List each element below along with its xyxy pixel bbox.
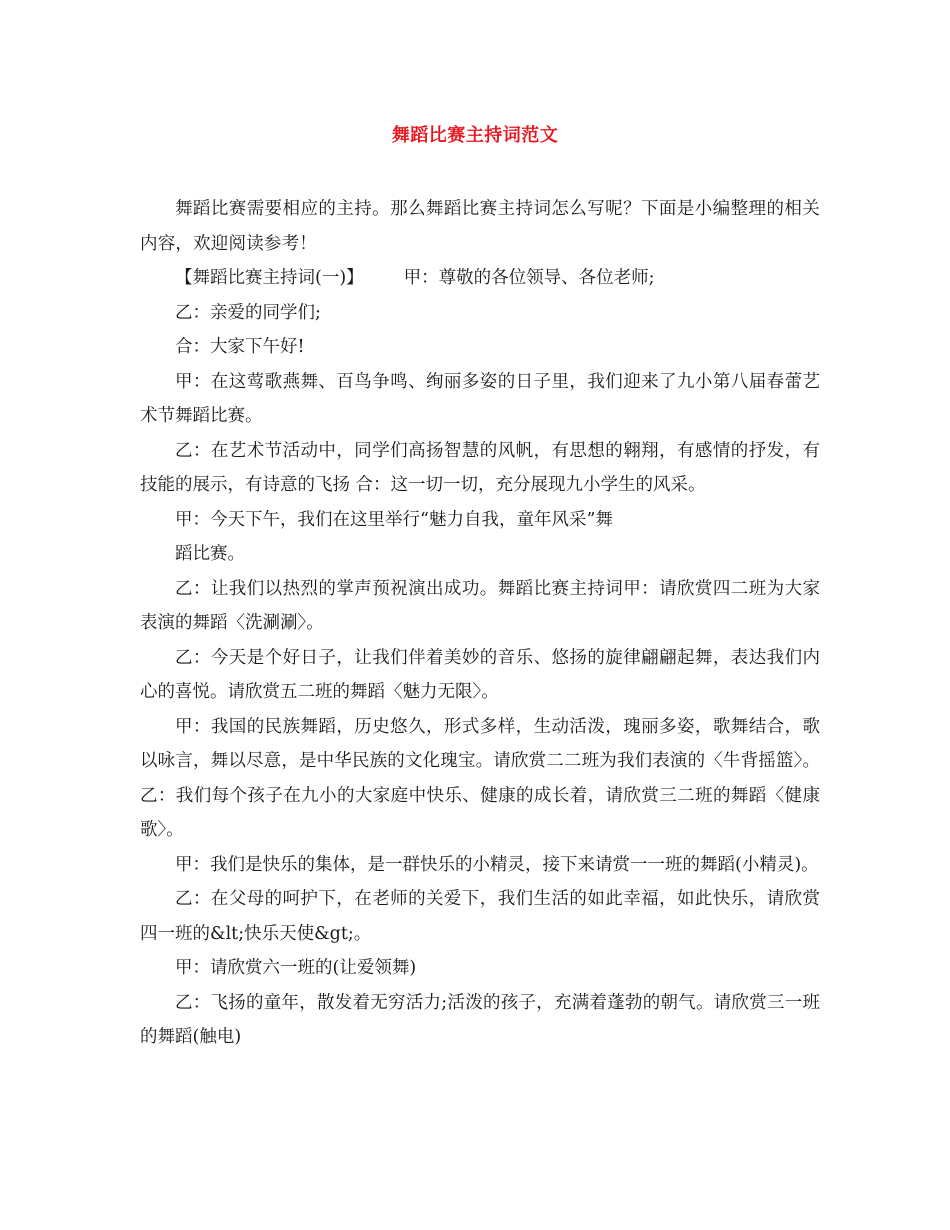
paragraph-line: 甲：我国的民族舞蹈，历史悠久，形式多样，生动活泼，瑰丽多姿，歌舞结合，歌以咏言，舞以尽意，是中华民族的文化瑰宝。请欣赏二二班为我们表演的〈牛背摇篮〉。 乙：我们每个孩子在九小的大家庭中快乐、健康的成长着，请欣赏三二班的舞蹈〈健康歌〉。 bbox=[140, 716, 820, 840]
paragraph-line: 乙：飞扬的童年，散发着无穷活力;活泼的孩子，充满着蓬勃的朝气。请欣赏三一班的舞蹈(触电) bbox=[140, 992, 820, 1047]
paragraph-line: 乙：在父母的呵护下，在老师的关爱下，我们生活的如此幸福，如此快乐，请欣赏四一班的&lt;快乐天使&gt;。 bbox=[140, 889, 820, 944]
greeting-line: 甲：尊敬的各位领导、各位老师; bbox=[403, 268, 655, 288]
paragraph-section-heading bbox=[140, 261, 820, 296]
paragraph-line: 乙：在艺术节活动中，同学们高扬智慧的风帆，有思想的翱翔，有感情的抒发，有技能的展示，有诗意的飞扬 合：这一切一切，充分展现九小学生的风采。 bbox=[140, 440, 820, 495]
paragraph-line: 乙：让我们以热烈的掌声预祝演出成功。舞蹈比赛主持词甲：请欣赏四二班为大家表演的舞蹈〈洗涮涮〉。 bbox=[140, 578, 820, 633]
document-body bbox=[140, 192, 820, 1055]
section-heading: 【舞蹈比赛主持词(一)】 bbox=[175, 268, 364, 288]
paragraph-line: 乙：亲爱的同学们; bbox=[175, 302, 321, 323]
paragraph-line: 合：大家下午好! bbox=[175, 337, 305, 357]
paragraph-line: 甲：我们是快乐的集体，是一群快乐的小精灵，接下来请赏一一班的舞蹈(小精灵)。 bbox=[175, 854, 819, 875]
paragraph-line: 甲：请欣赏六一班的(让爱领舞) bbox=[175, 958, 417, 978]
paragraph-line: 甲：在这莺歌燕舞、百鸟争鸣、绚丽多姿的日子里，我们迎来了九小第八届春蕾艺术节舞蹈比赛。 bbox=[140, 371, 820, 426]
paragraph-intro: 舞蹈比赛需要相应的主持。那么舞蹈比赛主持词怎么写呢？下面是小编整理的相关内容，欢迎阅读参考！ bbox=[140, 199, 820, 254]
document-title: 舞蹈比赛主持词范文 bbox=[391, 125, 559, 146]
paragraph-line: 乙：今天是个好日子，让我们伴着美妙的音乐、悠扬的旋律翩翩起舞，表达我们内心的喜悦。请欣赏五二班的舞蹈〈魅力无限〉。 bbox=[140, 647, 820, 702]
paragraph-line: 蹈比赛。 bbox=[175, 544, 245, 564]
paragraph-line: 甲：今天下午，我们在这里举行“魅力自我，童年风采”舞 bbox=[175, 509, 613, 530]
